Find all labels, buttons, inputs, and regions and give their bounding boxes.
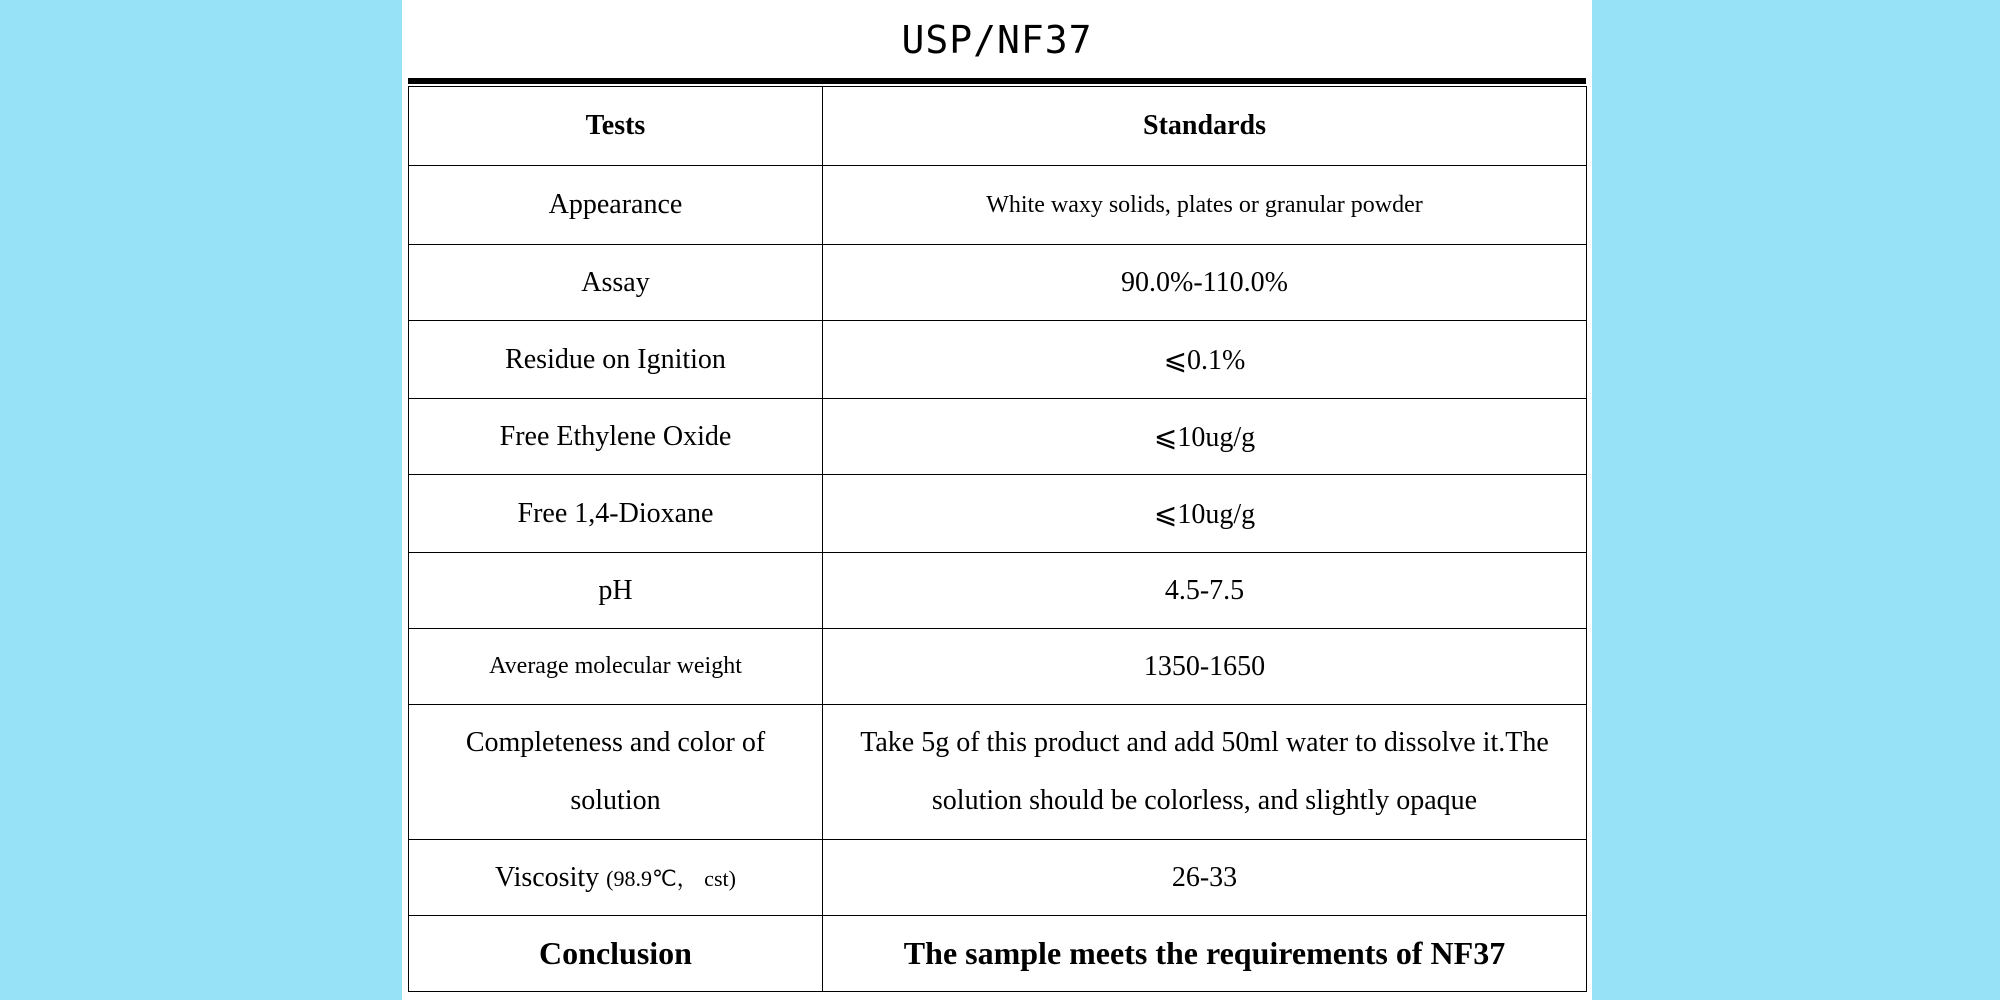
test-name-main: Viscosity (495, 861, 600, 893)
test-name: Completeness and color of solution (409, 705, 823, 840)
table-row (409, 475, 1587, 553)
test-name: Average molecular weight (409, 629, 823, 705)
test-name: Assay (409, 245, 823, 321)
test-standard: 1350-1650 (823, 629, 1587, 705)
document-sheet (402, 0, 1592, 1000)
table-row (409, 321, 1587, 399)
table-row (409, 705, 1587, 840)
table-row (409, 553, 1587, 629)
test-standard: White waxy solids, plates or granular powder (823, 166, 1587, 245)
header-tests: Tests (409, 87, 823, 166)
specification-table (408, 86, 1587, 992)
test-name (409, 840, 823, 916)
test-name: Free 1,4-Dioxane (409, 475, 823, 553)
header-standards: Standards (823, 87, 1587, 166)
table-row (409, 840, 1587, 916)
table-row (409, 245, 1587, 321)
table-row (409, 629, 1587, 705)
test-standard: Take 5g of this product and add 50ml water to dissolve it.The solution should be colorless, and slightly opaque (823, 705, 1587, 840)
table-header-row (409, 87, 1587, 166)
test-standard: ⩽0.1% (823, 321, 1587, 399)
test-name: Free Ethylene Oxide (409, 399, 823, 475)
conclusion-row (409, 916, 1587, 992)
conclusion-label: Conclusion (409, 916, 823, 992)
test-standard: 26-33 (823, 840, 1587, 916)
test-name: Residue on Ignition (409, 321, 823, 399)
test-standard: ⩽10ug/g (823, 475, 1587, 553)
test-standard: 4.5-7.5 (823, 553, 1587, 629)
test-name: pH (409, 553, 823, 629)
table-row (409, 399, 1587, 475)
test-standard: 90.0%-110.0% (823, 245, 1587, 321)
test-name-conditions: (98.9℃， cst) (606, 865, 736, 891)
test-standard: ⩽10ug/g (823, 399, 1587, 475)
document-title: USP/NF37 (901, 18, 1093, 62)
table-row (409, 166, 1587, 245)
title-rule (408, 78, 1586, 84)
test-name: Appearance (409, 166, 823, 245)
conclusion-value: The sample meets the requirements of NF37 (823, 916, 1587, 992)
